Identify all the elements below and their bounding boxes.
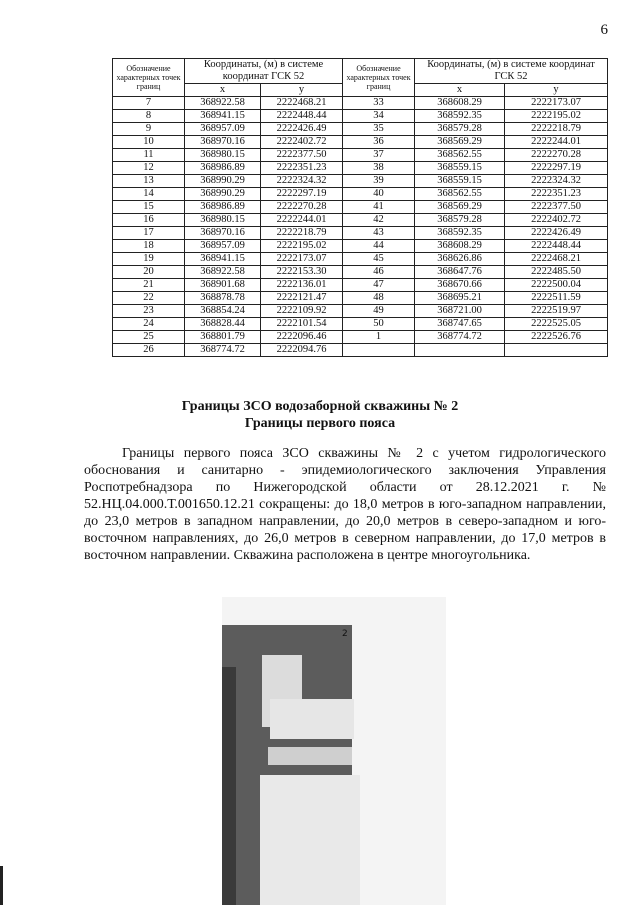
table-row <box>113 344 608 357</box>
table-cell-p2: 48 <box>343 292 415 305</box>
table-cell-x1: 368801.79 <box>185 331 261 344</box>
table-cell-y2: 2222500.04 <box>505 279 608 292</box>
table-cell-y1: 2222297.19 <box>261 188 343 201</box>
table-cell-y2: 2222426.49 <box>505 227 608 240</box>
table-cell-p2: 34 <box>343 110 415 123</box>
table-cell-p1: 14 <box>113 188 185 201</box>
table-cell-y2: 2222525.05 <box>505 318 608 331</box>
coordinates-table <box>112 58 608 357</box>
table-cell-y2: 2222526.76 <box>505 331 608 344</box>
table-cell-p2: 42 <box>343 214 415 227</box>
table-cell-p1: 26 <box>113 344 185 357</box>
table-cell-y2: 2222173.07 <box>505 97 608 110</box>
table-cell-y2: 2222402.72 <box>505 214 608 227</box>
table-row <box>113 318 608 331</box>
table-cell-x1: 368774.72 <box>185 344 261 357</box>
table-cell-x1: 368957.09 <box>185 240 261 253</box>
table-body <box>113 97 608 357</box>
table-cell-x2: 368579.28 <box>415 123 505 136</box>
table-cell-p1: 24 <box>113 318 185 331</box>
table-cell-x1: 368990.29 <box>185 175 261 188</box>
table-cell-p1: 8 <box>113 110 185 123</box>
table-cell-p2: 39 <box>343 175 415 188</box>
section-headings <box>0 398 640 432</box>
table-cell-p1: 17 <box>113 227 185 240</box>
table-cell-p1: 22 <box>113 292 185 305</box>
table-cell-y2: 2222448.44 <box>505 240 608 253</box>
table-cell-x2: 368626.86 <box>415 253 505 266</box>
table-cell-p2: 44 <box>343 240 415 253</box>
table-cell-p2: 33 <box>343 97 415 110</box>
table-cell-p1: 20 <box>113 266 185 279</box>
table-cell-y2: 2222195.02 <box>505 110 608 123</box>
table-cell-y2: 2222377.50 <box>505 201 608 214</box>
table-cell-x1: 368990.29 <box>185 188 261 201</box>
aerial-photo <box>222 597 446 905</box>
table-cell-y2 <box>505 344 608 357</box>
table-cell-p2 <box>343 344 415 357</box>
coord-header-right: Координаты, (м) в системе координат ГСК 52 <box>415 59 608 84</box>
table-cell-x2: 368608.29 <box>415 97 505 110</box>
x-header-left: x <box>185 84 261 97</box>
point-header-right: Обозначение характерных точек границ <box>343 59 415 97</box>
table-cell-p1: 15 <box>113 201 185 214</box>
table-cell-x1: 368854.24 <box>185 305 261 318</box>
table-row <box>113 188 608 201</box>
table-cell-p2: 46 <box>343 266 415 279</box>
table-cell-x1: 368901.68 <box>185 279 261 292</box>
table-cell-p1: 13 <box>113 175 185 188</box>
table-cell-y1: 2222096.46 <box>261 331 343 344</box>
table-cell-y1: 2222377.50 <box>261 149 343 162</box>
body-paragraph: Границы первого пояса ЗСО скважины № 2 с учетом гидрологического обоснования и санитарно - эпидемиологического заключения Управления Роспотребнадзора по Нижегородской области от 28.12.2021 г. № 52.НЦ.04.000.Т.001650.12.21 сокращены: до 18,0 метров в юго-западном направлении, до 23,0 метров в западном направлении, до 20,0 метров в северо-западном и юго-восточном направлениях, до 26,0 метров в северном направлении, до 17,0 метров в восточном направлении. Скважина расположена в центре многоугольника. <box>84 446 606 563</box>
table-cell-p2: 35 <box>343 123 415 136</box>
table-cell-x2: 368579.28 <box>415 214 505 227</box>
table-cell-x2: 368592.35 <box>415 227 505 240</box>
table-cell-y1: 2222402.72 <box>261 136 343 149</box>
table-cell-x2 <box>415 344 505 357</box>
table-cell-p1: 25 <box>113 331 185 344</box>
table-cell-x2: 368592.35 <box>415 110 505 123</box>
table-cell-y1: 2222109.92 <box>261 305 343 318</box>
table-cell-y1: 2222195.02 <box>261 240 343 253</box>
table-cell-p2: 45 <box>343 253 415 266</box>
table-row <box>113 136 608 149</box>
table-cell-y1: 2222094.76 <box>261 344 343 357</box>
table-cell-p1: 10 <box>113 136 185 149</box>
table-cell-x2: 368608.29 <box>415 240 505 253</box>
table-cell-y1: 2222136.01 <box>261 279 343 292</box>
x-header-right: x <box>415 84 505 97</box>
table-row <box>113 162 608 175</box>
table-row <box>113 175 608 188</box>
table-row <box>113 214 608 227</box>
page-edge-mark <box>0 866 3 905</box>
table-cell-y1: 2222101.54 <box>261 318 343 331</box>
table-cell-y2: 2222519.97 <box>505 305 608 318</box>
table-cell-p1: 7 <box>113 97 185 110</box>
table-cell-y1: 2222173.07 <box>261 253 343 266</box>
table-cell-x1: 368986.89 <box>185 201 261 214</box>
table-row <box>113 279 608 292</box>
table-cell-x1: 368980.15 <box>185 214 261 227</box>
table-cell-y1: 2222426.49 <box>261 123 343 136</box>
table-row <box>113 331 608 344</box>
table-cell-x1: 368922.58 <box>185 97 261 110</box>
table-cell-p2: 36 <box>343 136 415 149</box>
table-cell-p2: 37 <box>343 149 415 162</box>
table-cell-y2: 2222511.59 <box>505 292 608 305</box>
table-cell-p2: 49 <box>343 305 415 318</box>
table-row <box>113 305 608 318</box>
table-cell-y2: 2222468.21 <box>505 253 608 266</box>
table-cell-p2: 50 <box>343 318 415 331</box>
table-cell-y2: 2222485.50 <box>505 266 608 279</box>
table-cell-x1: 368922.58 <box>185 266 261 279</box>
table-cell-p2: 41 <box>343 201 415 214</box>
table-cell-p1: 12 <box>113 162 185 175</box>
table-cell-p1: 21 <box>113 279 185 292</box>
table-cell-p1: 16 <box>113 214 185 227</box>
table-row <box>113 123 608 136</box>
table-cell-x2: 368647.76 <box>415 266 505 279</box>
table-cell-y1: 2222270.28 <box>261 201 343 214</box>
y-header-right: y <box>505 84 608 97</box>
table-cell-x2: 368569.29 <box>415 136 505 149</box>
table-cell-x2: 368695.21 <box>415 292 505 305</box>
table-cell-x2: 368559.15 <box>415 175 505 188</box>
table-cell-x1: 368957.09 <box>185 123 261 136</box>
table-cell-x1: 368986.89 <box>185 162 261 175</box>
table-cell-x1: 368941.15 <box>185 110 261 123</box>
table-cell-x2: 368670.66 <box>415 279 505 292</box>
table-cell-y1: 2222324.32 <box>261 175 343 188</box>
table-cell-y1: 2222448.44 <box>261 110 343 123</box>
table-cell-x1: 368878.78 <box>185 292 261 305</box>
table-row <box>113 110 608 123</box>
table-row <box>113 149 608 162</box>
coord-header-left: Координаты, (м) в системе координат ГСК 52 <box>185 59 343 84</box>
table-cell-y2: 2222244.01 <box>505 136 608 149</box>
table-cell-x1: 368980.15 <box>185 149 261 162</box>
table-cell-x1: 368970.16 <box>185 227 261 240</box>
table-cell-x1: 368941.15 <box>185 253 261 266</box>
table-cell-y1: 2222244.01 <box>261 214 343 227</box>
table-row <box>113 266 608 279</box>
table-cell-y1: 2222351.23 <box>261 162 343 175</box>
table-cell-y2: 2222270.28 <box>505 149 608 162</box>
table-cell-x2: 368559.15 <box>415 162 505 175</box>
table-cell-y2: 2222218.79 <box>505 123 608 136</box>
table-row <box>113 253 608 266</box>
section-subtitle: Границы первого пояса <box>244 416 396 431</box>
point-header-left: Обозначение характерных точек границ <box>113 59 185 97</box>
table-cell-p1: 19 <box>113 253 185 266</box>
table-row <box>113 292 608 305</box>
y-header-left: y <box>261 84 343 97</box>
table-cell-p2: 38 <box>343 162 415 175</box>
table-cell-p1: 11 <box>113 149 185 162</box>
table-cell-y1: 2222468.21 <box>261 97 343 110</box>
table-cell-x2: 368721.00 <box>415 305 505 318</box>
page-number: 6 <box>600 22 608 38</box>
table-cell-x2: 368562.55 <box>415 149 505 162</box>
table-cell-p2: 1 <box>343 331 415 344</box>
table-cell-x1: 368828.44 <box>185 318 261 331</box>
table-cell-y2: 2222351.23 <box>505 188 608 201</box>
table-row <box>113 240 608 253</box>
table-cell-p2: 40 <box>343 188 415 201</box>
table-row <box>113 97 608 110</box>
table-cell-p2: 43 <box>343 227 415 240</box>
table-row <box>113 201 608 214</box>
table-cell-x2: 368569.29 <box>415 201 505 214</box>
photo-point-label: 2 <box>342 629 348 639</box>
table-cell-p1: 9 <box>113 123 185 136</box>
table-cell-y2: 2222324.32 <box>505 175 608 188</box>
table-cell-y1: 2222121.47 <box>261 292 343 305</box>
table-cell-p1: 23 <box>113 305 185 318</box>
table-cell-x2: 368747.65 <box>415 318 505 331</box>
table-cell-p1: 18 <box>113 240 185 253</box>
table-cell-p2: 47 <box>343 279 415 292</box>
table-cell-x2: 368774.72 <box>415 331 505 344</box>
table-cell-y1: 2222153.30 <box>261 266 343 279</box>
table-cell-y2: 2222297.19 <box>505 162 608 175</box>
table-row <box>113 227 608 240</box>
table-cell-y1: 2222218.79 <box>261 227 343 240</box>
table-cell-x1: 368970.16 <box>185 136 261 149</box>
table-cell-x2: 368562.55 <box>415 188 505 201</box>
section-title: Границы ЗСО водозаборной скважины № 2 <box>181 399 459 414</box>
